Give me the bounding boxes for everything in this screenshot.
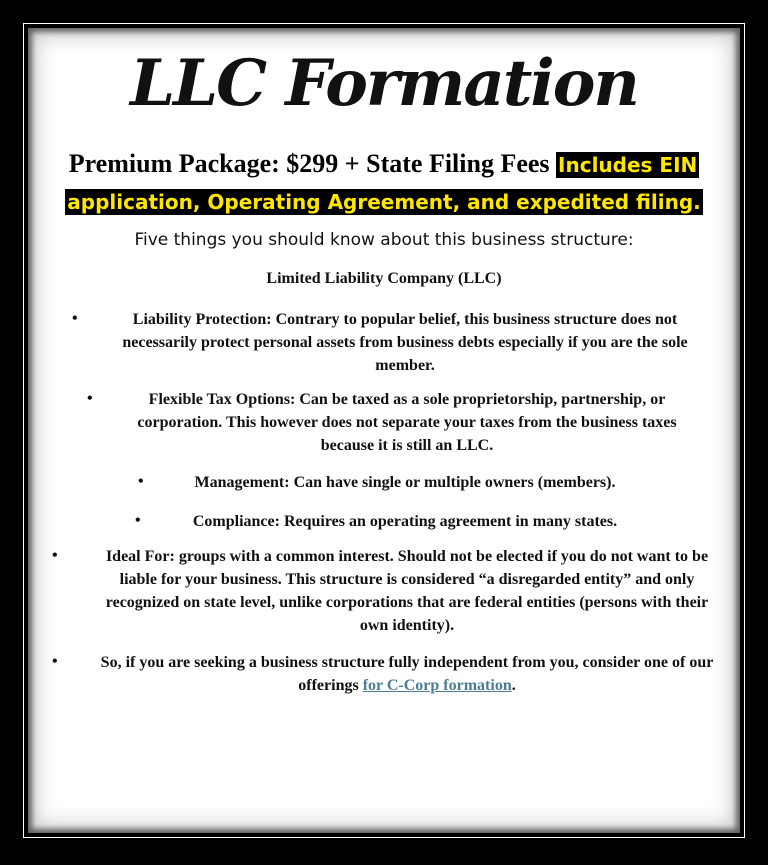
bullet-marker: • <box>72 310 78 327</box>
list-item: Flexible Tax Options: Can be taxed as a sole proprietorship, partnership, or corporation. This however does not separate your taxes from the business taxes because it is still an LLC. <box>137 391 677 454</box>
package-price: Premium Package: $299 + State Filing Fees <box>68 149 557 178</box>
c-corp-formation-link[interactable]: for C-Corp formation <box>362 677 512 694</box>
list-item: Liability Protection: Contrary to popular belief, this business structure does not necessarily protect personal assets from business debts especially if you are the sole member. <box>122 311 688 374</box>
list-item: Compliance: Requires an operating agreement in many states. <box>192 513 618 530</box>
bullet-marker: • <box>52 653 58 670</box>
closing-punctuation: . <box>511 677 516 694</box>
bullet-marker: • <box>135 512 141 529</box>
closing-text: So, if you are seeking a business structure fully independent from you, consider one of our offerings <box>100 654 714 694</box>
bullet-marker: • <box>138 473 144 490</box>
list-item: Management: Can have single or multiple owners (members). <box>194 474 616 491</box>
package-highlight: Includes EIN application, Operating Agreement, and expedited filing. <box>67 153 701 214</box>
page-title: LLC Formation <box>130 46 638 121</box>
bullet-marker: • <box>87 390 93 407</box>
list-item: Ideal For: groups with a common interest. Should not be elected if you do not want to be liable for your business. This structure is considered “a disregarded entity” and only recognized on state level, unlike corporations that are federal entities (persons with their own identity). <box>105 548 709 634</box>
package-description <box>40 146 728 220</box>
bullet-marker: • <box>52 547 58 564</box>
section-subheading: Limited Liability Company (LLC) <box>266 270 502 287</box>
intro-text: Five things you should know about this business structure: <box>134 230 634 250</box>
list-item <box>92 651 722 697</box>
